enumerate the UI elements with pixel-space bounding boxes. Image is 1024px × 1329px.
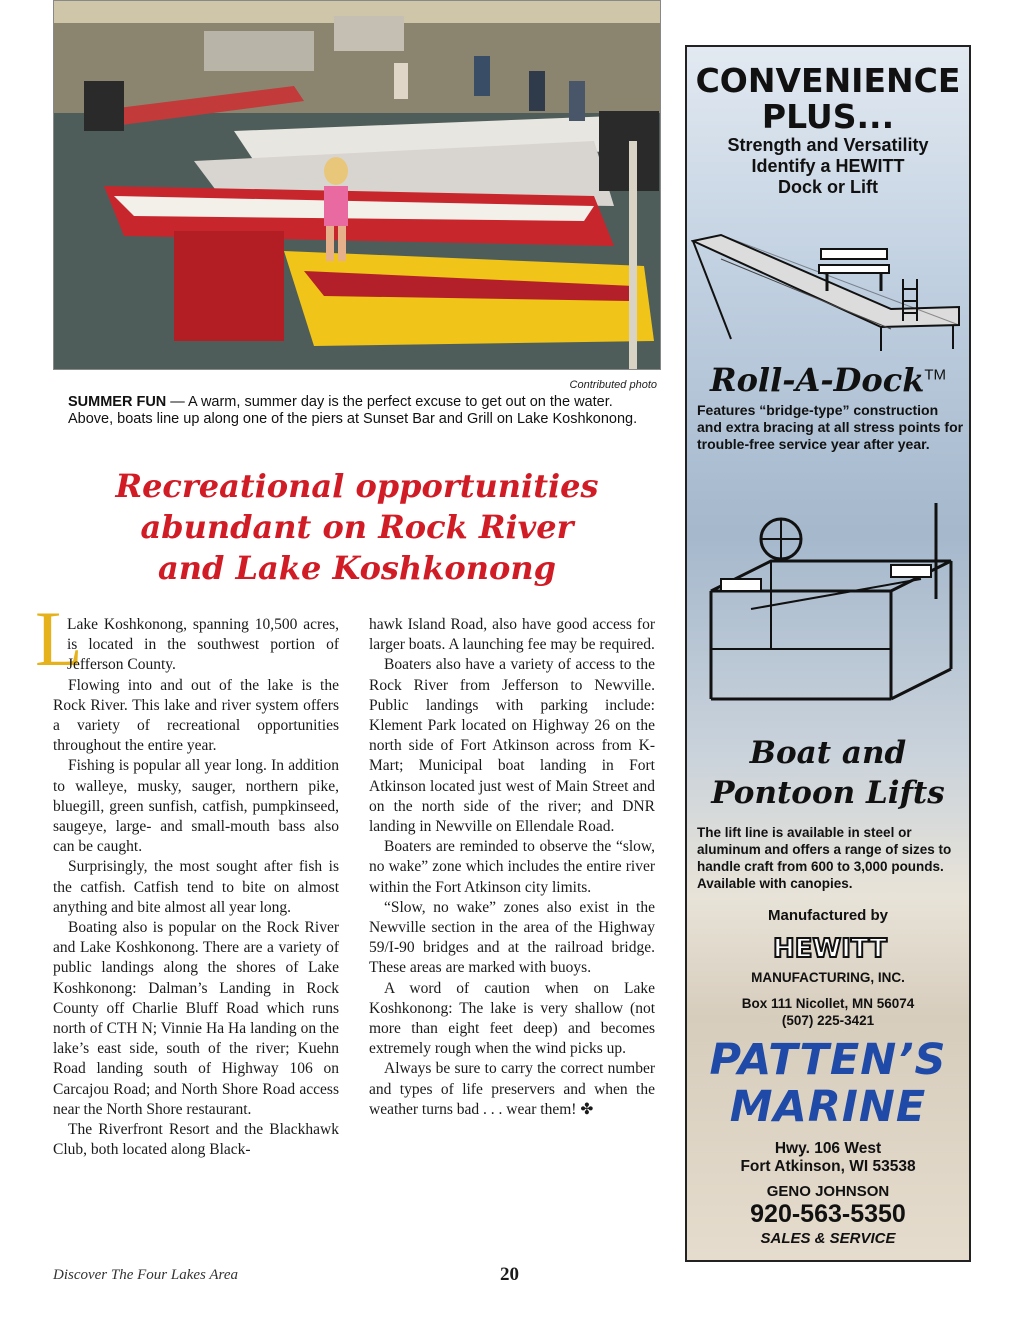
- caption-text: — A warm, summer day is the perfect excuse to get out on the water. Above, boats line up along one of the piers at Sunset Bar and Grill on Lake Koshkonong.: [68, 394, 638, 427]
- paragraph: Surprisingly, the most sought after fish is the catfish. Catfish tend to bite on almost anything and bite almost all year long.: [53, 858, 339, 916]
- manufacturer-address: [687, 995, 969, 1029]
- caption-lead: SUMMER FUN: [68, 394, 167, 410]
- paragraph: Lake Koshkonong, spanning 10,500 acres, is located in the southwest portion of Jefferson County.: [67, 616, 339, 674]
- hewitt-logo-text: HEWITT: [773, 934, 887, 962]
- paragraph: Flowing into and out of the lake is the Rock River. This lake and river system offers a variety of recreational opportunities throughout the entire year.: [53, 676, 339, 755]
- headline-line-2: abundant on Rock River: [140, 508, 574, 546]
- roll-a-dock-title: [687, 361, 969, 399]
- headline-line-3: and Lake Koshkonong: [158, 549, 556, 587]
- ad-title: [687, 63, 969, 135]
- paragraph: Boaters are reminded to observe the “slow, no wake” zone which includes the entire river within the Fort Atkinson city limits.: [369, 838, 655, 896]
- address-line-2: (507) 225-3421: [781, 1013, 875, 1028]
- dealer-address-line-1: Hwy. 106 West: [774, 1140, 882, 1157]
- photo-credit: Contributed photo: [569, 379, 657, 391]
- trademark: TM: [924, 366, 947, 384]
- ad-title-line-2: PLUS...: [761, 97, 895, 136]
- paragraph: “Slow, no wake” zones also exist in the Newville section in the area of the Highway 59/I-90 bridges and at the railroad bridge. These areas are marked with buoys.: [369, 898, 655, 977]
- dealer-phone: 920-563-5350: [750, 1200, 906, 1228]
- roll-a-dock-illustration: [691, 229, 967, 357]
- pattens-line-1: PATTEN’S: [709, 1035, 947, 1085]
- ad-subtitle-line-1: Strength and Versatility: [727, 135, 929, 155]
- hewitt-logo: [763, 932, 897, 962]
- article-column-2: [369, 615, 655, 1120]
- paragraph: Fishing is popular all year long. In addition to walleye, musky, sauger, northern pike, bluegill, green sunfish, catfish, pumpkinseed, saugeye, large- and small-mouth bass also can be caught.: [53, 757, 339, 856]
- drop-cap: L: [35, 595, 83, 682]
- sales-service: SALES & SERVICE: [760, 1230, 896, 1247]
- paragraph: Boating also is popular on the Rock River and Lake Koshkonong. There are a variety of public landings along the shores of Lake Koshkonong: Dalman’s Landing in Rock County off Charlie Bluff Road which runs north of CTH N; Vinnie Ha Ha landing on the lake’s east side, south of the river; Kuehn Road landing south of Highway 106 on Carcajou Road; and North Shore Road access near the North Shore restaurant.: [53, 919, 339, 1118]
- article-column-1: [53, 615, 339, 1160]
- pattens-line-2: MARINE: [729, 1082, 927, 1132]
- boat-lifts-line-2: Pontoon Lifts: [711, 775, 945, 811]
- publication-name: Discover The Four Lakes Area: [53, 1267, 238, 1283]
- pattens-marine-logo: [687, 1037, 969, 1131]
- boat-lifts-line-1: Boat and: [749, 735, 907, 771]
- dealer-contact: GENO JOHNSON: [766, 1183, 890, 1200]
- paragraph: Always be sure to carry the correct number and types of life preservers and when the weather turns bad . . . wear them! ✤: [369, 1060, 655, 1118]
- ad-subtitle: [687, 135, 969, 198]
- hewitt-advertisement: [685, 45, 971, 1262]
- boats-photo: [53, 0, 661, 370]
- boats-photo-illustration: [54, 1, 661, 370]
- ad-title-line-1: CONVENIENCE: [695, 61, 961, 100]
- photo-caption: [68, 394, 658, 428]
- roll-a-dock-text: Roll-A-Dock: [709, 361, 925, 399]
- address-line-1: Box 111 Nicollet, MN 56074: [741, 996, 915, 1011]
- paragraph: A word of caution when on Lake Koshkonong: The lake is very shallow (not more than eight feet deep) and becomes extremely rough when the wind picks up.: [369, 979, 655, 1058]
- dealer-address-line-2: Fort Atkinson, WI 53538: [740, 1158, 916, 1175]
- manufactured-by: Manufactured by: [767, 907, 888, 924]
- dealer-address: [687, 1140, 969, 1176]
- article-headline: [53, 466, 661, 589]
- boat-lifts-description: The lift line is available in steel or aluminum and offers a range of sizes to handle craft from 600 to 3,000 pounds. Available with canopies.: [697, 825, 952, 891]
- paragraph: hawk Island Road, also have good access for larger boats. A launching fee may be required.: [369, 616, 655, 654]
- boat-lifts-title: [687, 733, 969, 813]
- page-number: 20: [500, 1264, 519, 1285]
- headline-line-1: Recreational opportunities: [115, 467, 599, 505]
- ad-subtitle-line-3: Dock or Lift: [777, 177, 878, 197]
- boat-lift-illustration: [691, 499, 967, 731]
- manufacturing-inc: MANUFACTURING, INC.: [751, 970, 905, 985]
- paragraph: Boaters also have a variety of access to the Rock River from Jefferson to Newville. Public landings with parking include: Klement Park located on Highway 26 on the north side of Fort Atkinson across from K-Mart; Municipal boat landing in Fort Atkinson located just west of Main Street and on the north side of the river; and DNR landing in Newville on Ellendale Road.: [369, 656, 655, 836]
- paragraph: The Riverfront Resort and the Blackhawk Club, both located along Black-: [53, 1121, 339, 1159]
- ad-subtitle-line-2: Identify a HEWITT: [751, 156, 905, 176]
- roll-a-dock-description: Features “bridge-type” construction and extra bracing at all stress points for trouble-free service year after year.: [697, 402, 964, 452]
